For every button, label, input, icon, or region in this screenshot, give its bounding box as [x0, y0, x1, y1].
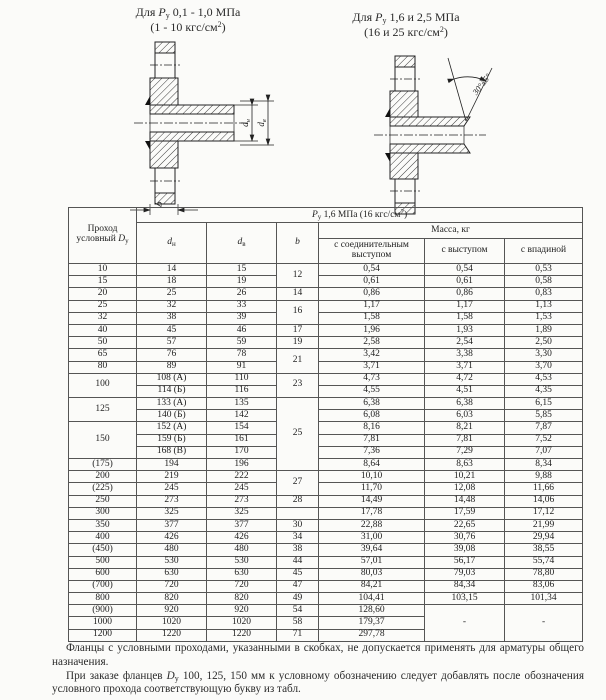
table-cell: 135	[207, 398, 277, 410]
table-cell: 3,42	[319, 349, 425, 361]
table-cell: 8,16	[319, 422, 425, 434]
table-row	[69, 398, 583, 410]
table-cell: 0,83	[505, 288, 583, 300]
table-cell: 7,81	[425, 434, 505, 446]
table-cell: 4,73	[319, 373, 425, 385]
table-cell: 15	[207, 264, 277, 276]
table-cell: 101,34	[505, 593, 583, 605]
table-cell: 245	[207, 483, 277, 495]
table-cell: 27	[277, 471, 319, 495]
table-cell: 10,10	[319, 471, 425, 483]
table-cell	[277, 507, 319, 519]
table-cell: 7,81	[319, 434, 425, 446]
header-mass-connecting-projection: с соединительным выступом	[319, 239, 425, 264]
table-cell: 30	[277, 519, 319, 531]
table-cell: (450)	[69, 544, 137, 556]
table-cell: 84,34	[425, 580, 505, 592]
table-cell: 22,65	[425, 519, 505, 531]
table-cell: 1,89	[505, 324, 583, 336]
table-cell: 45	[137, 324, 207, 336]
table-cell: 0,86	[319, 288, 425, 300]
header-mass-projection: с выступом	[425, 239, 505, 264]
table-cell: 14	[277, 288, 319, 300]
table-cell: 6,38	[319, 398, 425, 410]
table-cell: 1,17	[425, 300, 505, 312]
table-cell: 1,13	[505, 300, 583, 312]
table-cell: 7,07	[505, 446, 583, 458]
table-cell: 140 (Б)	[137, 410, 207, 422]
table-cell: 104,41	[319, 593, 425, 605]
table-cell: 480	[137, 544, 207, 556]
table-cell: 14	[137, 264, 207, 276]
table-cell: 12,08	[425, 483, 505, 495]
table-cell: 3,38	[425, 349, 505, 361]
table-row	[69, 446, 583, 458]
table-cell: 20	[69, 288, 137, 300]
table-cell: 34	[277, 532, 319, 544]
table-cell: 630	[207, 568, 277, 580]
table-row	[69, 580, 583, 592]
table-row	[69, 300, 583, 312]
table-cell: 2,50	[505, 337, 583, 349]
table-cell: 4,55	[319, 385, 425, 397]
table-cell: 600	[69, 568, 137, 580]
table-cell: 0,53	[505, 264, 583, 276]
table-cell: 21,99	[505, 519, 583, 531]
table-cell: 630	[137, 568, 207, 580]
table-cell: 200	[69, 471, 137, 483]
table-cell: 0,54	[319, 264, 425, 276]
header-dy: Проход условный $D_у$	[69, 208, 137, 264]
table-cell: 10,21	[425, 471, 505, 483]
table-cell: 100	[69, 373, 137, 397]
table-cell: 250	[69, 495, 137, 507]
table-cell: 1200	[69, 629, 137, 641]
table-cell: 32	[69, 312, 137, 324]
table-cell: 4,53	[505, 373, 583, 385]
table-cell: 377	[137, 519, 207, 531]
table-cell: 8,21	[425, 422, 505, 434]
table-row	[69, 532, 583, 544]
table-cell: 179,37	[319, 617, 425, 629]
table-cell: 40	[69, 324, 137, 336]
table-cell: 10	[69, 264, 137, 276]
caption-high-pressure-line2: (16 и 25 кгс/$см^2$)	[364, 24, 448, 39]
table-cell: 168 (В)	[137, 446, 207, 458]
table-row	[69, 361, 583, 373]
table-cell: 273	[137, 495, 207, 507]
table-cell: 108 (А)	[137, 373, 207, 385]
table-cell: 26	[207, 288, 277, 300]
table-cell: 39,64	[319, 544, 425, 556]
table-cell: 4,51	[425, 385, 505, 397]
flange-dimensions-table	[68, 207, 583, 642]
table-cell: 426	[207, 532, 277, 544]
table-cell: 29,94	[505, 532, 583, 544]
table-cell: 8,34	[505, 459, 583, 471]
table-cell: 39	[207, 312, 277, 324]
table-cell: 6,38	[425, 398, 505, 410]
flange-drawing-high-pressure	[362, 52, 532, 222]
table-cell: (700)	[69, 580, 137, 592]
table-cell: 7,52	[505, 434, 583, 446]
angle-label: 30°±5°	[470, 71, 494, 97]
table-cell: 377	[207, 519, 277, 531]
table-cell: 142	[207, 410, 277, 422]
table-cell: 49	[277, 593, 319, 605]
table-cell: 7,87	[505, 422, 583, 434]
table-cell: 4,35	[505, 385, 583, 397]
dim-label-dv: $d_в$	[256, 119, 268, 127]
table-cell: 76	[137, 349, 207, 361]
table-cell: 59	[207, 337, 277, 349]
table-cell: 21	[277, 349, 319, 373]
table-cell: 110	[207, 373, 277, 385]
table-cell: 17	[277, 324, 319, 336]
table-cell: 820	[137, 593, 207, 605]
flange-drawing-low-pressure	[122, 40, 302, 223]
table-row	[69, 349, 583, 361]
table-cell: 325	[207, 507, 277, 519]
table-cell: (900)	[69, 605, 137, 617]
table-cell: 17,59	[425, 507, 505, 519]
table-cell: 25	[69, 300, 137, 312]
header-b: b	[277, 223, 319, 264]
table-cell: 30,76	[425, 532, 505, 544]
table-cell: 3,70	[505, 361, 583, 373]
table-cell: 91	[207, 361, 277, 373]
table-cell: 0,61	[425, 276, 505, 288]
caption-low-pressure-line2: (1 - 10 кгс/$см^2$)	[150, 19, 226, 34]
notes	[52, 642, 584, 697]
table-cell: 6,03	[425, 410, 505, 422]
table-cell: 56,17	[425, 556, 505, 568]
table-cell: (225)	[69, 483, 137, 495]
table-cell: 400	[69, 532, 137, 544]
table-cell: 12	[277, 264, 319, 288]
dim-label-dn: $d_н$	[240, 119, 252, 127]
table-cell: 19	[277, 337, 319, 349]
table-cell: 1020	[207, 617, 277, 629]
table-row	[69, 471, 583, 483]
table-cell: 128,60	[319, 605, 425, 617]
table-cell: 1,58	[319, 312, 425, 324]
table-row	[69, 459, 583, 471]
table-cell: 25	[277, 398, 319, 471]
header-dv: $d_в$	[207, 223, 277, 264]
table-cell: 1220	[137, 629, 207, 641]
table-cell: 222	[207, 471, 277, 483]
table-cell: 300	[69, 507, 137, 519]
table-cell: 820	[207, 593, 277, 605]
table-cell: 78,80	[505, 568, 583, 580]
table-row	[69, 519, 583, 531]
caption-high-pressure	[306, 11, 506, 39]
table-cell: 38	[277, 544, 319, 556]
table-row	[69, 276, 583, 288]
table-cell: 152 (А)	[137, 422, 207, 434]
header-mass: Масса, кг	[319, 223, 583, 239]
table-cell: 125	[69, 398, 137, 422]
table-row	[69, 568, 583, 580]
table-cell: 273	[207, 495, 277, 507]
table-cell: 0,58	[505, 276, 583, 288]
table-cell: 800	[69, 593, 137, 605]
table-cell: 3,71	[425, 361, 505, 373]
table-cell: 83,06	[505, 580, 583, 592]
table-cell: 25	[137, 288, 207, 300]
table-row	[69, 385, 583, 397]
table-cell: 6,15	[505, 398, 583, 410]
table-cell: 480	[207, 544, 277, 556]
table-row	[69, 593, 583, 605]
table-cell: 22,88	[319, 519, 425, 531]
table-cell: 19	[207, 276, 277, 288]
table-cell: 47	[277, 580, 319, 592]
table-cell: 57	[137, 337, 207, 349]
table-cell: 1020	[137, 617, 207, 629]
table-cell: 54	[277, 605, 319, 617]
table-cell: 55,74	[505, 556, 583, 568]
table-row	[69, 495, 583, 507]
table-row	[69, 556, 583, 568]
table-cell: 196	[207, 459, 277, 471]
table-cell: 44	[277, 556, 319, 568]
flange-section-bevel-icon	[362, 52, 532, 217]
caption-low-pressure-line1: Для $P_у$ 0,1 - 1,0 МПа	[135, 5, 241, 20]
table-cell: 4,72	[425, 373, 505, 385]
table-cell: (175)	[69, 459, 137, 471]
caption-low-pressure	[88, 6, 288, 34]
note-parentheses: Фланцы с условными проходами, указанными в скобках, не допускается применять для арматуры общего назначения.	[52, 642, 584, 668]
table-row	[69, 605, 583, 617]
table-cell: 133 (А)	[137, 398, 207, 410]
table-cell: 161	[207, 434, 277, 446]
table-cell: 116	[207, 385, 277, 397]
table-cell: 1,93	[425, 324, 505, 336]
table-row	[69, 264, 583, 276]
table-cell: 103,15	[425, 593, 505, 605]
table-cell: 920	[137, 605, 207, 617]
table-cell: 9,88	[505, 471, 583, 483]
table-cell: -	[505, 605, 583, 642]
table-cell: 3,71	[319, 361, 425, 373]
table-cell: 79,03	[425, 568, 505, 580]
table-cell: 11,66	[505, 483, 583, 495]
table-cell: 28	[277, 495, 319, 507]
table-cell: 150	[69, 422, 137, 459]
table-cell: 17,78	[319, 507, 425, 519]
table-cell: 38	[137, 312, 207, 324]
table-cell: 17,12	[505, 507, 583, 519]
table-cell: 6,08	[319, 410, 425, 422]
table-row	[69, 422, 583, 434]
table-cell: 80,03	[319, 568, 425, 580]
table-row	[69, 410, 583, 422]
table-row	[69, 483, 583, 495]
table-cell: 920	[207, 605, 277, 617]
table-cell: 50	[69, 337, 137, 349]
table-cell: 1000	[69, 617, 137, 629]
table-cell: -	[425, 605, 505, 642]
table-cell: 0,86	[425, 288, 505, 300]
header-mass-recess: с впадиной	[505, 239, 583, 264]
table-cell: 78	[207, 349, 277, 361]
table-row	[69, 434, 583, 446]
table-row	[69, 288, 583, 300]
table-cell: 11,70	[319, 483, 425, 495]
table-cell: 8,64	[319, 459, 425, 471]
table-cell: 114 (Б)	[137, 385, 207, 397]
header-pressure: $P_у$ 1,6 МПа (16 кгс/$см^2$)	[137, 208, 583, 223]
table-cell: 65	[69, 349, 137, 361]
flange-section-icon	[122, 40, 302, 218]
table-cell: 350	[69, 519, 137, 531]
table-cell: 23	[277, 373, 319, 397]
table-cell: 0,61	[319, 276, 425, 288]
table-cell: 57,01	[319, 556, 425, 568]
table-cell: 80	[69, 361, 137, 373]
table-cell: 46	[207, 324, 277, 336]
table-cell: 297,78	[319, 629, 425, 641]
table-cell: 5,85	[505, 410, 583, 422]
table-cell: 154	[207, 422, 277, 434]
table-cell: 7,29	[425, 446, 505, 458]
table-cell: 1,53	[505, 312, 583, 324]
table-cell: 15	[69, 276, 137, 288]
caption-high-pressure-line1: Для $P_у$ 1,6 и 2,5 МПа	[352, 10, 460, 25]
table-cell: 58	[277, 617, 319, 629]
table-cell: 14,06	[505, 495, 583, 507]
table-cell: 8,63	[425, 459, 505, 471]
table-cell: 720	[137, 580, 207, 592]
table-cell: 38,55	[505, 544, 583, 556]
table-row	[69, 312, 583, 324]
dim-label-b: b	[153, 199, 166, 209]
table-cell: 2,58	[319, 337, 425, 349]
table-cell: 245	[137, 483, 207, 495]
table-cell: 7,36	[319, 446, 425, 458]
table-row	[69, 337, 583, 349]
table-cell: 32	[137, 300, 207, 312]
table-cell: 1,17	[319, 300, 425, 312]
table-cell: 530	[207, 556, 277, 568]
table-cell: 2,54	[425, 337, 505, 349]
table-cell: 159 (Б)	[137, 434, 207, 446]
table-cell: 720	[207, 580, 277, 592]
table-cell: 33	[207, 300, 277, 312]
table-cell: 0,54	[425, 264, 505, 276]
table-cell: 219	[137, 471, 207, 483]
table-row	[69, 544, 583, 556]
table-cell: 84,21	[319, 580, 425, 592]
table-cell: 530	[137, 556, 207, 568]
table-cell: 1220	[207, 629, 277, 641]
table-cell: 1,58	[425, 312, 505, 324]
table-cell: 500	[69, 556, 137, 568]
table-cell: 18	[137, 276, 207, 288]
table-body	[69, 264, 583, 642]
table-cell: 39,08	[425, 544, 505, 556]
table-cell: 45	[277, 568, 319, 580]
table-cell: 3,30	[505, 349, 583, 361]
table-cell: 31,00	[319, 532, 425, 544]
header-dn: $d_н$	[137, 223, 207, 264]
table-cell: 14,49	[319, 495, 425, 507]
table-cell: 71	[277, 629, 319, 641]
table-cell: 16	[277, 300, 319, 324]
table-row	[69, 507, 583, 519]
table-cell: 14,48	[425, 495, 505, 507]
table-cell: 89	[137, 361, 207, 373]
table-cell: 194	[137, 459, 207, 471]
table-cell: 426	[137, 532, 207, 544]
table-cell: 325	[137, 507, 207, 519]
note-ordering: При заказе фланцев $D_у$ 100, 125, 150 мм к условному обозначению следует добавлять после обозначения условного прохода соответствующую букву из табл.	[52, 669, 584, 696]
table-cell: 1,96	[319, 324, 425, 336]
table-cell: 170	[207, 446, 277, 458]
table-row	[69, 324, 583, 336]
table-row	[69, 373, 583, 385]
